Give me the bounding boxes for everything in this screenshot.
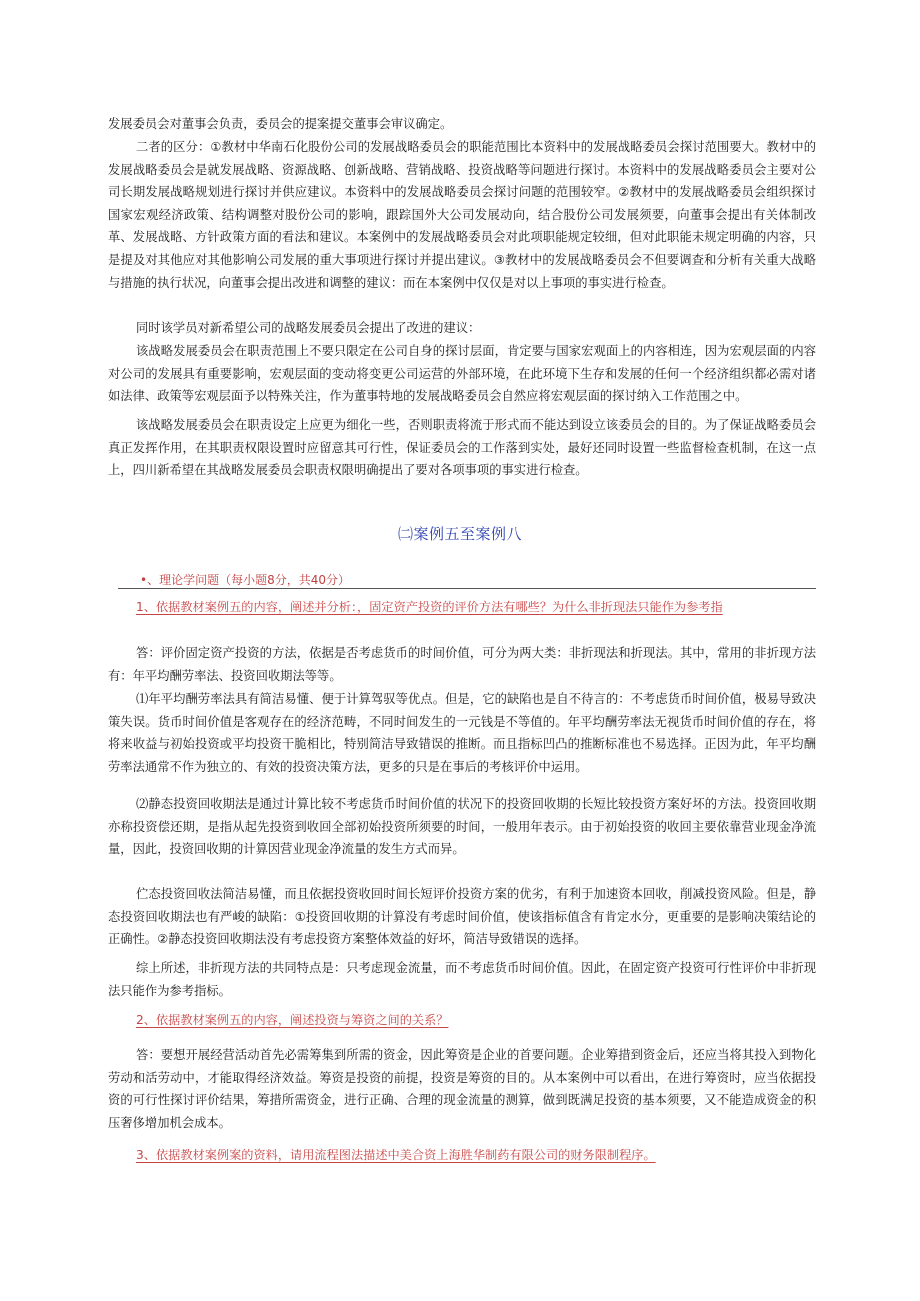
answer-1-average-return: ⑴年平均酬劳率法具有简洁易懂、便于计算驾驭等优点。但是，它的缺陷也是自不待言的：不考虑货币时间价值，极易导致决策失误。货币时间价值是客观存在的经济范畴，不同时间发生的一元钱是不等值的。年平均酬劳率法无视货币时间价值的存在，将将来收益与初始投资或平均投资干脆相比，特别简洁导致错误的推断。而且指标凹凸的推断标准也不易选择。正因为此，年平均酬劳率法通常不作为独立的、有效的投资决策方法，更多的只是在事后的考核评价中运用。 (108, 692, 816, 774)
section-heading: ㈡案例五至案例八 (397, 525, 522, 543)
question-3: 3、依据教材案例案的资料，请用流程图法描述中美合资上海胜华制药有限公司的财务限制程序。 (136, 1148, 656, 1162)
paragraph-macro-scope: 该战略发展委员会在职责范围上不要只限定在公司自身的探讨层面，肯定要与国家宏观面上的内容相连，因为宏观层面的内容对公司的发展具有重要影响，宏观层面的变动将变更公司运营的外部环境，在此环境下生存和发展的任何一个经济组织都必需对诸如法律、政策等宏观层面予以特殊关注，作为董事特地的发展战略委员会自然应将宏观层面的探讨纳入工作范围之中。 (108, 344, 816, 404)
answer-2: 答：要想开展经营活动首先必需筹集到所需的资金，因此筹资是企业的首要问题。企业筹措到资金后，还应当将其投入到物化劳动和活劳动中，才能取得经济效益。筹资是投资的前提，投资是筹资的目的。从本案例中可以看出，在进行筹资时，应当依据投资的可行性探讨评价结果，筹措所需资金，进行正确、合理的现金流量的测算，做到既满足投资的基本须要，又不能造成资金的积压奢侈增加机会成本。 (108, 1048, 816, 1130)
horizontal-rule (118, 588, 816, 589)
paragraph-improvement-intro: 同时该学员对新希望公司的战略发展委员会提出了改进的建议： (136, 321, 481, 335)
question-1: 1、依据教材案例五的内容，阐述并分析：，固定资产投资的评价方法有哪些？为什么非折现法只能作为参考指 (136, 600, 723, 614)
section-label: •、理论学问题（每小题8分，共40分） (140, 573, 350, 587)
paragraph-detail-duties: 该战略发展委员会在职责设定上应更为细化一些，否则职责将流于形式而不能达到设立该委员会的目的。为了保证战略委员会真正发挥作用，在其职责权限设置时应留意其可行性，保证委员会的工作落到实处，最好还同时设置一些监督检查机制，在这一点上，四川新希望在其战略发展委员会职责权限明确提出了要对各项事项的事实进行检查。 (108, 418, 816, 478)
answer-1-intro: 答：评价固定资产投资的方法，依据是否考虑货币的时间价值，可分为两大类：非折现法和折现法。其中，常用的非折现方法有：年平均酬劳率法、投资回收期法等等。 (108, 646, 816, 683)
answer-1-payback: ⑵静态投资回收期法是通过计算比较不考虑货币时间价值的状况下的投资回收期的长短比较投资方案好坏的方法。投资回收期亦称投资偿还期，是指从起先投资到收回全部初始投资所须要的时间，一般用年表示。由于初始投资的收回主要依靠营业现金净流量，因此，投资回收期的计算因营业现金净流量的发生方式而异。 (108, 797, 816, 857)
answer-1-payback-evaluation: 伫态投资回收法简洁易懂，而且依据投资收回时间长短评价投资方案的优劣，有利于加速资本回收，削减投资风险。但是，静态投资回收期法也有严峻的缺陷：①投资回收期的计算没有考虑时间价值，使该指标值含有肯定水分，更重要的是影响决策结论的正确性。②静态投资回收期法没有考虑投资方案整体效益的好坏，简洁导致错误的选择。 (108, 887, 816, 947)
paragraph-committee-responsibility: 发展委员会对董事会负责，委员会的提案提交董事会审议确定。 (108, 117, 453, 131)
paragraph-differences: 二者的区分：①教材中华南石化股份公司的发展战略委员会的职能范围比本资料中的发展战略委员会探讨范围要大。教材中的发展战略委员会是就发展战略、资源战略、创新战略、营销战略、投资战略等问题进行探讨。本资料中的发展战略委员会主要对公司长期发展战略规划进行探讨并供应建议。本资料中的发展战略委员会探讨问题的范围较窄。②教材中的发展战略委员会组织探讨国家宏观经济政策、结构调整对股份公司的影响，跟踪国外大公司发展动向，结合股份公司发展须要，向董事会提出有关体制改革、发展战略、方针政策方面的看法和建议。本案例中的发展战略委员会对此项职能规定较细，但对此职能未规定明确的内容，只是提及对其他应对其他影响公司发展的重大事项进行探讨并提出建议。③教材中的发展战略委员会不但要调查和分析有关重大战略与措施的执行状况，向董事会提出改进和调整的建议：而在本案例中仅仅是对以上事项的事实进行检查。 (108, 140, 816, 290)
answer-1-summary: 综上所述，非折现方法的共同特点是：只考虑现金流量，而不考虑货币时间价值。因此，在固定资产投资可行性评价中非折现法只能作为参考指标。 (108, 961, 816, 998)
question-2: 2、依据教材案例五的内容，阐述投资与筹资之间的关系？ (136, 1013, 449, 1027)
